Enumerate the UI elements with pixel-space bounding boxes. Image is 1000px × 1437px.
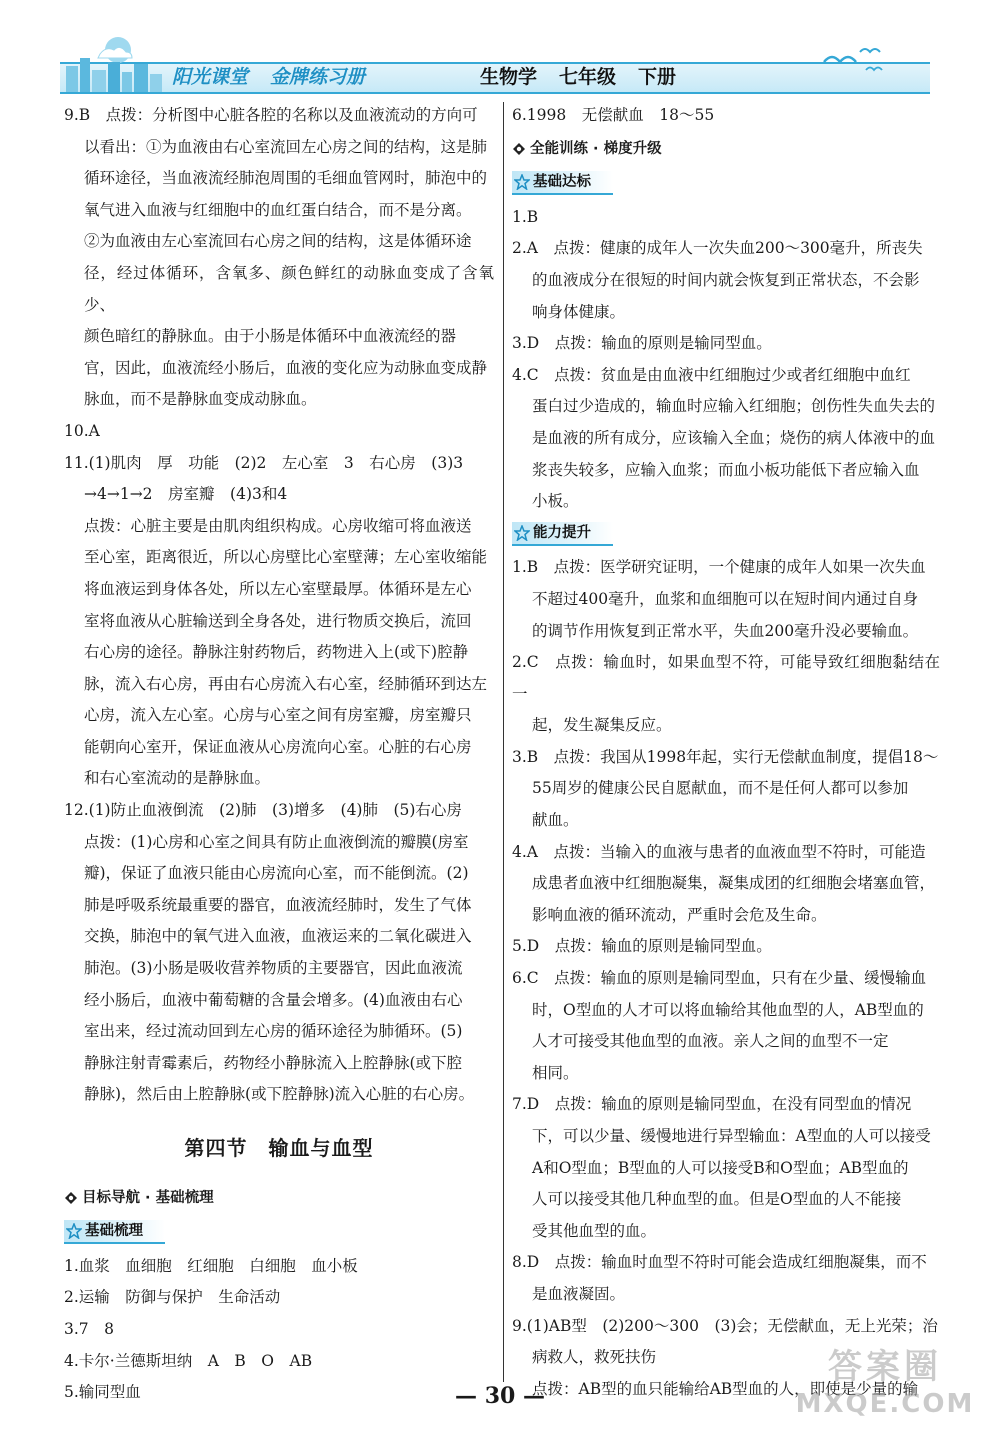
text-line: 的血液成分在很短的时间内就会恢复到正常状态，不会影	[532, 270, 920, 289]
text-line: 人才可接受其他血型的血液。亲人之间的血型不一定	[532, 1032, 889, 1051]
text-line: 成患者血液中红细胞凝集，凝集成团的红细胞会堵塞血管，	[532, 874, 936, 893]
city-skyline-icon	[60, 32, 180, 94]
text-line: 交换，肺泡中的氧气进入血液，血液运来的二氧化碳进入	[84, 927, 472, 946]
text-line: 是血液凝固。	[532, 1284, 626, 1303]
text-line: 右心房的途径。静脉注射药物后，药物进入上(或下)腔静	[84, 643, 469, 662]
subject-name: 生物学	[480, 66, 538, 88]
brand-title	[172, 62, 387, 94]
page-number: — 30 —	[455, 1383, 545, 1409]
text-line: 12.(1)防止血液倒流 (2)肺 (3)增多 (4)肺 (5)右心房	[64, 801, 462, 820]
text-line: 脉血，而不是静脉血变成动脉血。	[84, 390, 317, 409]
text-line: 相同。	[532, 1063, 579, 1082]
text-line: 脉，流入右心房，再由右心房流入右心室，经肺循环到达左	[84, 674, 488, 693]
answer-q9	[64, 100, 494, 416]
text-line: 9.B 点拨：分析图中心脏各腔的名称以及血液流动的方向可	[64, 106, 478, 124]
section-tag-label: 能力提升	[533, 524, 591, 541]
section-title: 第四节 输血与血型	[184, 1136, 374, 1160]
text-line: 将血液运到身体各处，所以左心室壁最厚。体循环是左心	[84, 579, 472, 598]
text-line: 能朝向心室开，保证血液从心房流向心室。心脏的右心房	[84, 737, 472, 756]
text-line: 5.D 点拨：输血的原则是输同型血。	[512, 937, 772, 956]
text-line: 3.B 点拨：我国从1998年起，实行无偿献血制度，提倡18～	[512, 747, 939, 766]
subject-info	[480, 62, 698, 94]
text-line: 4.C 点拨：贫血是由血液中红细胞过少或者红细胞中血红	[512, 365, 911, 384]
text-line: 2.A 点拨：健康的成年人一次失血200～300毫升，所丧失	[512, 239, 923, 258]
text-line: 的调节作用恢复到正常水平，失血200毫升没必要输血。	[532, 621, 919, 640]
text-line: 浆丧失较多，应输入血浆；而血小板功能低下者应输入血	[532, 460, 920, 479]
text-line: 室将血液从心脏输送到全身各处，进行物质交换后，流回	[84, 611, 472, 630]
site-watermark	[780, 1345, 990, 1435]
text-line: 2.运输 防御与保护 生命活动	[64, 1288, 281, 1307]
section-tag-basic	[64, 1220, 165, 1244]
answer-q6: 6.1998 无偿献血 18～55	[512, 106, 715, 124]
diamond-icon	[512, 142, 526, 156]
text-line: 1.B 点拨：医学研究证明，一个健康的成年人如果一次失血	[512, 558, 926, 577]
text-line: 径，经过体循环，含氧多、颜色鲜红的动脉血变成了含氧少、	[84, 263, 494, 314]
basic-answers	[512, 202, 940, 518]
text-line: 经小肠后，血液中葡萄糖的含量会增多。(4)血液由右心	[84, 990, 463, 1009]
grade-name: 七年级	[559, 66, 617, 88]
text-line: 下，可以少量、缓慢地进行异型输血：A型血的人可以接受	[532, 1127, 931, 1145]
text-line: 55周岁的健康公民自愿献血，而不是任何人都可以参加	[532, 779, 909, 798]
text-line: 4.卡尔·兰德斯坦纳 A B O AB	[64, 1351, 313, 1370]
series-name: 阳光课堂	[172, 66, 249, 88]
text-line: →4→1→2 房室瓣 (4)3和4	[84, 485, 288, 504]
star-icon	[514, 525, 530, 541]
text-line: 心房，流入左心室。心房与心室之间有房室瓣，房室瓣只	[84, 706, 472, 725]
answer-q11	[64, 448, 494, 796]
text-line: 以看出：①为血液由右心室流回左心房之间的结构，这是肺	[84, 137, 488, 156]
text-line: 1.B	[512, 207, 539, 226]
text-line: 响身体健康。	[532, 302, 626, 321]
page-header	[60, 32, 930, 94]
answer-q12	[64, 795, 494, 1111]
left-column	[64, 100, 494, 1409]
text-line: 循环途径，当血液流经肺泡周围的毛细血管网时，肺泡中的	[84, 169, 488, 188]
text-line: 点拨：心脏主要是由肌肉组织构成。心房收缩可将血液送	[84, 516, 472, 535]
text-line: 6.C 点拨：输血的原则是输同型血，只有在少量、缓慢输血	[512, 969, 927, 988]
text-line: 11.(1)肌肉 厚 功能 (2)2 左心室 3 右心房 (3)3	[64, 453, 464, 472]
text-line: 5.输同型血	[64, 1383, 141, 1402]
text-line: 小板。	[532, 492, 579, 511]
watermark-title: 答案圈	[828, 1347, 942, 1387]
text-line: ②为血液由左心室流回右心房之间的结构，这是体循环途	[84, 232, 472, 251]
text-line: 献血。	[532, 811, 579, 830]
section-tag-label: 基础达标	[533, 174, 591, 191]
star-icon	[66, 1223, 82, 1239]
text-line: 氧气进入血液与红细胞中的血红蛋白结合，而不是分离。	[84, 200, 472, 219]
star-icon	[514, 174, 530, 190]
text-line: A和O型血；B型血的人可以接受B和O型血；AB型血的	[532, 1158, 909, 1177]
text-line: 和右心室流动的是静脉血。	[84, 769, 271, 788]
nav-heading	[512, 134, 940, 166]
right-column	[512, 100, 940, 1405]
text-line: 3.D 点拨：输血的原则是输同型血。	[512, 334, 772, 353]
text-line: 点拨：(1)心房和心室之间具有防止血液倒流的瓣膜(房室	[84, 832, 469, 851]
text-line: 颜色暗红的静脉血。由于小肠是体循环中血液流经的器	[84, 327, 457, 346]
ability-answers	[512, 552, 940, 1405]
nav-heading-label: 目标导航 · 基础梳理	[82, 1189, 214, 1206]
text-line: 1.血浆 血细胞 红细胞 白细胞 血小板	[64, 1256, 358, 1275]
text-line: 8.D 点拨：输血时血型不符时可能会造成红细胞凝集，而不	[512, 1253, 927, 1272]
nav-heading	[64, 1183, 494, 1215]
section-tag-ability	[512, 522, 613, 546]
nav-heading-label: 全能训练 · 梯度升级	[530, 140, 662, 157]
text-line: 人可以接受其他几种血型的血。但是O型血的人不能接	[532, 1190, 902, 1209]
text-line: 至心室，距离很近，所以心房壁比心室壁薄；左心室收缩能	[84, 548, 488, 567]
text-line: 影响血液的循环流动，严重时会危及生命。	[532, 905, 827, 924]
column-divider	[503, 102, 504, 1382]
section-tag-label: 基础梳理	[85, 1223, 143, 1240]
text-line: 蛋白过少造成的，输血时应输入红细胞；创伤性失血失去的	[532, 397, 936, 416]
book-name: 金牌练习册	[270, 66, 366, 88]
text-line: 肺是呼吸系统最重要的器官，血液流经肺时，发生了气体	[84, 895, 472, 914]
text-line: 官，因此，血液流经小肠后，血液的变化应为动脉血变成静	[84, 358, 488, 377]
text-line: 病救人，救死扶伤	[532, 1348, 657, 1367]
text-line: 肺泡。(3)小肠是吸收营养物质的主要器官，因此血液流	[84, 959, 463, 978]
text-line: 受其他血型的血。	[532, 1221, 657, 1240]
text-line: 静脉注射青霉素后，药物经小静脉流入上腔静脉(或下腔	[84, 1053, 463, 1072]
volume-name: 下册	[638, 66, 677, 88]
text-line: 室出来，经过流动回到左心房的循环途径为肺循环。(5)	[84, 1022, 463, 1041]
text-line: 时，O型血的人才可以将血输给其他血型的人，AB型血的	[532, 1000, 924, 1019]
text-line: 2.C 点拨：输血时，如果血型不符，可能导致红细胞黏结在一	[512, 653, 940, 703]
text-line: 点拨：AB型的血只能输给AB型血的人，即使是少量的输	[532, 1379, 919, 1398]
text-line: 不超过400毫升，血浆和血细胞可以在短时间内通过自身	[532, 589, 919, 608]
section-tag-basic	[512, 171, 613, 195]
text-line: 起，发生凝集反应。	[532, 716, 672, 735]
text-line: 是血液的所有成分，应该输入全血；烧伤的病人体液中的血	[532, 428, 936, 447]
answer-q10: 10.A	[64, 421, 100, 440]
birds-icon	[820, 40, 890, 80]
text-line: 4.A 点拨：当输入的血液与患者的血液血型不符时，可能造	[512, 842, 926, 861]
text-line: 9.(1)AB型 (2)200～300 (3)会；无偿献血，无上光荣；治	[512, 1316, 938, 1335]
text-line: 瓣)，保证了血液只能由心房流向心室，而不能倒流。(2)	[84, 864, 469, 883]
text-line: 7.D 点拨：输血的原则是输同型血，在没有同型血的情况	[512, 1095, 912, 1114]
watermark-url: MXQE.COM	[795, 1389, 975, 1419]
text-line: 静脉)，然后由上腔静脉(或下腔静脉)流入心脏的右心房。	[84, 1085, 475, 1104]
diamond-icon	[64, 1191, 78, 1205]
text-line: 3.7 8	[64, 1319, 115, 1338]
